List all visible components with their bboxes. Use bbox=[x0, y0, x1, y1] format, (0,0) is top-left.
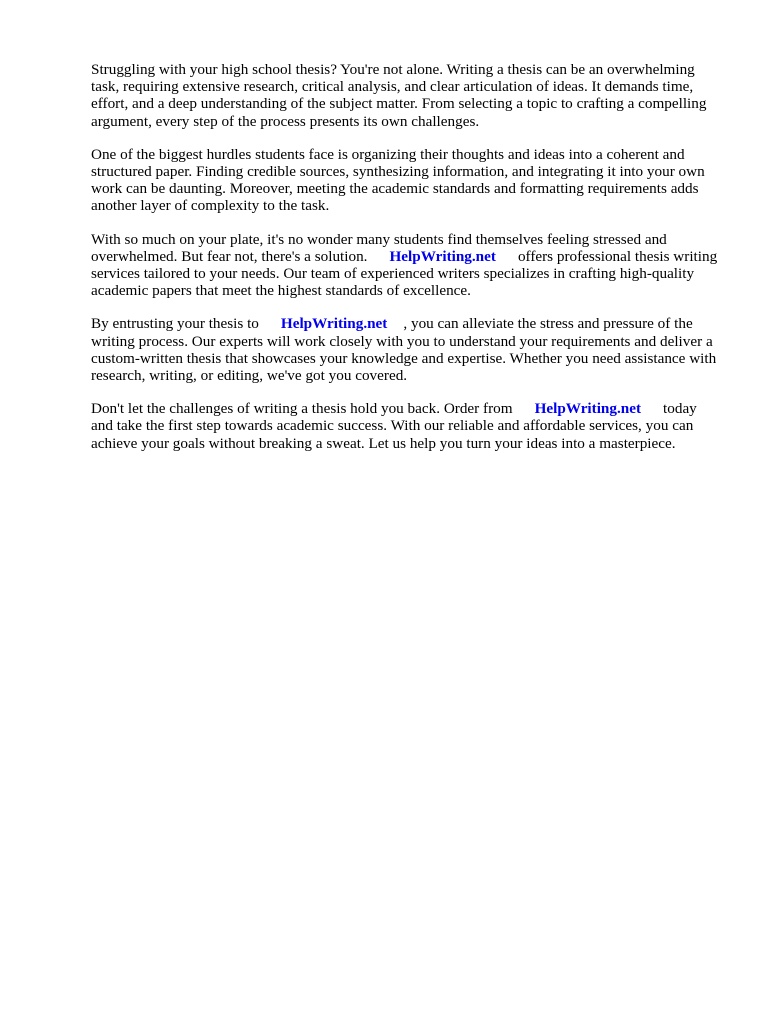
paragraph-3 bbox=[91, 231, 721, 300]
paragraph-3-text-before: With so much on your plate, it's no wonder many students find themselves feeling stressed and overwhelmed. But fear not, there's a solution. bbox=[91, 230, 667, 265]
paragraph-4-text-after: , you can alleviate the stress and pressure of the writing process. Our experts will work closely with you to understand your requirements and deliver a custom-written thesis that showcases your knowledge and expertise. Whether you need assistance with research, writing, or editing, we've got you covered. bbox=[91, 315, 717, 385]
paragraph-5-text-before: Don't let the challenges of writing a thesis hold you back. Order from bbox=[91, 400, 513, 418]
paragraph-2 bbox=[91, 146, 721, 215]
paragraph-5-text-after: today and take the first step towards academic success. With our reliable and affordable services, you can achieve your goals without breaking a sweat. Let us help you turn your ideas into a masterpiece. bbox=[91, 400, 697, 452]
document-body bbox=[91, 61, 721, 468]
paragraph-1 bbox=[91, 61, 721, 130]
paragraph-4 bbox=[91, 315, 721, 384]
paragraph-4-text-before: By entrusting your thesis to bbox=[91, 315, 259, 333]
paragraph-2-text: One of the biggest hurdles students face is organizing their thoughts and ideas into a coherent and structured paper. Finding credible sources, synthesizing information, and integrating it into your own work can be daunting. Moreover, meeting the academic standards and formatting requirements adds another layer of complexity to the task. bbox=[91, 145, 705, 215]
helpwriting-link-3[interactable]: HelpWriting.net bbox=[534, 400, 642, 418]
paragraph-5 bbox=[91, 400, 721, 452]
helpwriting-link-1[interactable]: HelpWriting.net bbox=[389, 247, 496, 265]
paragraph-1-text: Struggling with your high school thesis? You're not alone. Writing a thesis can be an overwhelming task, requiring extensive research, critical analysis, and clear articulation of ideas. It demands time, effort, and a deep understanding of the subject matter. From selecting a topic to crafting a compelling argument, every step of the process presents its own challenges. bbox=[91, 61, 707, 130]
helpwriting-link-2[interactable]: HelpWriting.net bbox=[280, 315, 388, 333]
paragraph-3-text-after: offers professional thesis writing services tailored to your needs. Our team of experienced writers specializes in crafting high-quality academic papers that meet the highest standards of excellence. bbox=[91, 247, 718, 300]
